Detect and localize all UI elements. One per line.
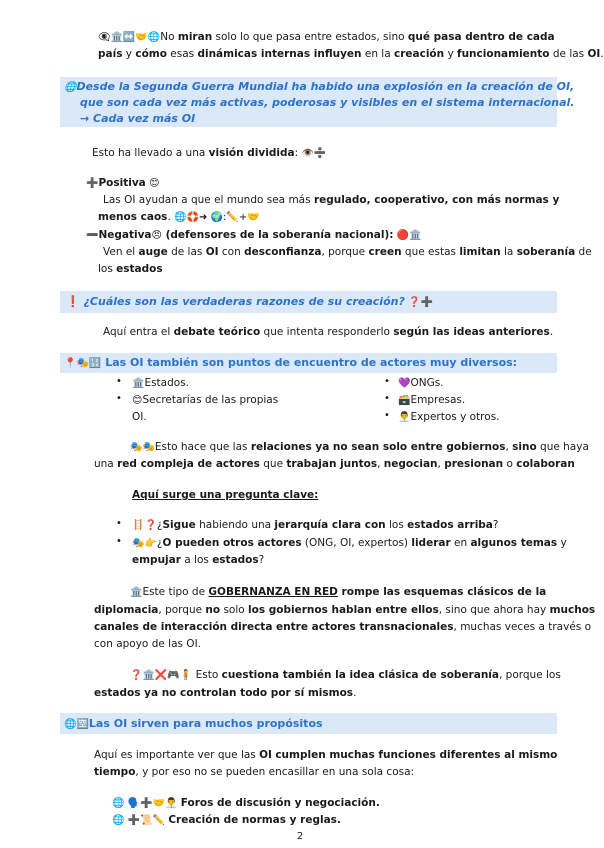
intro-line-2: país y cómo esas dinámicas internas influyen en la creación y funcionamiento de las OI. bbox=[98, 48, 604, 60]
intro-line-1: 👁️‍🗨️🏛️↔️🤝🌐No miran solo lo que pasa entre estados, sino qué pasa dentro de cada bbox=[98, 31, 555, 43]
soberania-line-2: estados ya no controlan todo por sí mismos. bbox=[94, 687, 357, 699]
question-item: 🪜❓¿Sigue habiendo una jerarquía clara con los estados arriba? bbox=[132, 519, 499, 531]
positiva-line-1: Las OI ayudan a que el mundo sea más regulado, cooperativo, con más normas y bbox=[103, 194, 560, 206]
question-building-cross-icon: ❓🏛️❌🎮🧍 bbox=[130, 670, 193, 681]
masks-pointing-icon: 🎭👉 bbox=[132, 538, 157, 549]
list-item: 🌐 🗣️➕🤝👨‍💼 Foros de discusión y negociación. bbox=[112, 797, 380, 809]
globe-scroll-pencil-icon: 🌐 ➕📜✏️ bbox=[112, 815, 165, 826]
plus-icon: ➕ bbox=[86, 178, 99, 189]
minus-icon: ➖ bbox=[86, 230, 99, 241]
relaciones-line-1: 🎭🎭Esto hace que las relaciones ya no sean solo entre gobiernos, sino que haya bbox=[130, 441, 589, 453]
red-circle-building-icon: 🔴🏛️ bbox=[393, 230, 422, 241]
expert-person-icon: 👨‍💼 bbox=[398, 412, 411, 423]
question-item-cont: empujar a los estados? bbox=[132, 554, 265, 566]
vision-line: Esto ha llevado a una visión dividida: 👁️➗ bbox=[92, 147, 327, 159]
smile-icon: 😊 bbox=[132, 395, 143, 406]
eye-divide-icon: 👁️➗ bbox=[301, 148, 327, 159]
page-number: 2 bbox=[296, 831, 304, 842]
purple-heart-icon: 💜 bbox=[398, 378, 411, 389]
negativa-heading: ➖Negativa😠 (defensores de la soberanía nacional): 🔴🏛️ bbox=[86, 229, 422, 241]
band1-line-1: 🌐Desde la Segunda Guerra Mundial ha habido una explosión en la creación de OI, bbox=[64, 80, 575, 93]
masks-icon: 🎭🎭 bbox=[130, 442, 155, 453]
relaciones-line-2: una red compleja de actores que trabajan juntos, negocian, presionan o colaboran bbox=[94, 458, 575, 470]
file-box-icon: 🗃️ bbox=[398, 395, 411, 406]
question-plus-icon: ❓➕ bbox=[404, 297, 434, 308]
question-item: 🎭👉¿O pueden otros actores (ONG, OI, expertos) liderar en algunos temas y bbox=[132, 537, 567, 549]
exclamation-icon: ❗ bbox=[66, 295, 80, 308]
eye-state-handshake-icon: 👁️‍🗨️🏛️↔️🤝🌐 bbox=[98, 32, 161, 43]
globe-grid-icon: 🌐🈳 bbox=[64, 719, 89, 730]
funciones-line-1: Aquí es importante ver que las OI cumplen muchas funciones diferentes al mismo bbox=[94, 749, 558, 761]
gobernanza-line-2: diplomacia, porque no solo los gobiernos hablan entre ellos, sino que ahora hay muchos bbox=[94, 604, 596, 616]
soberania-line-1: ❓🏛️❌🎮🧍 Esto cuestiona también la idea clásica de soberanía, porque los bbox=[130, 669, 561, 681]
building-icon: 🏛️ bbox=[130, 587, 143, 598]
positiva-line-2: menos caos. 🌐🛟➜ 🌍:✏️+🤝 bbox=[98, 211, 260, 223]
list-item: 🌐 ➕📜✏️ Creación de normas y reglas. bbox=[112, 814, 341, 826]
gobernanza-line-1: 🏛️Este tipo de GOBERNANZA EN RED rompe las esquemas clásicos de la bbox=[130, 586, 547, 598]
gobernanza-line-3: canales de interacción directa entre actores transnacionales, muchas veces a través o bbox=[94, 621, 592, 633]
pregunta-heading: Aquí surge una pregunta clave: bbox=[132, 489, 319, 501]
globe-lifebuoy-handshake-icon: 🌐🛟➜ 🌍:✏️+🤝 bbox=[174, 212, 260, 223]
band4-heading: 🌐🈳Las OI sirven para muchos propósitos bbox=[64, 717, 323, 730]
building-icon: 🏛️ bbox=[132, 378, 145, 389]
smile-icon: 😊 bbox=[149, 178, 160, 189]
funciones-line-2: tiempo, y por eso no se pueden encasillar en una sola cosa: bbox=[94, 766, 415, 778]
actor-right-item: 👨‍💼Expertos y otros. bbox=[398, 411, 500, 423]
debate-line: Aquí entra el debate teórico que intenta responderlo según las ideas anteriores. bbox=[103, 326, 554, 338]
actor-right-item: 🗃️Empresas. bbox=[398, 394, 466, 406]
actor-right-item: 💜ONGs. bbox=[398, 377, 444, 389]
globe-speech-handshake-icon: 🌐 🗣️➕🤝👨‍💼 bbox=[112, 798, 178, 809]
band1-line-3: → Cada vez más OI bbox=[80, 112, 196, 125]
angry-icon: 😠 bbox=[151, 230, 162, 241]
band1-line-2: que son cada vez más activas, poderosas y visibles en el sistema internacional. bbox=[80, 96, 575, 109]
actor-left-cont: OI. bbox=[132, 411, 147, 423]
positiva-heading: ➕Positiva 😊 bbox=[86, 177, 160, 189]
globe-icon: 🌐 bbox=[64, 82, 77, 93]
actor-left-item: 🏛️Estados. bbox=[132, 377, 190, 389]
pin-masks-numbers-icon: 📍🎭🔢 bbox=[64, 358, 102, 369]
band3-heading: 📍🎭🔢 Las OI también son puntos de encuentro de actores muy diversos: bbox=[64, 356, 518, 369]
negativa-line-2: los estados bbox=[98, 263, 163, 275]
band2-heading: ❗ ¿Cuáles son las verdaderas razones de su creación? ❓➕ bbox=[66, 295, 434, 308]
ladder-question-icon: 🪜❓ bbox=[132, 520, 157, 531]
gobernanza-line-4: con apoyo de las OI. bbox=[94, 638, 202, 650]
negativa-line-1: Ven el auge de las OI con desconfianza, porque creen que estas limitan la soberanía de bbox=[103, 246, 592, 258]
actor-left-item: 😊Secretarías de las propias bbox=[132, 394, 279, 406]
